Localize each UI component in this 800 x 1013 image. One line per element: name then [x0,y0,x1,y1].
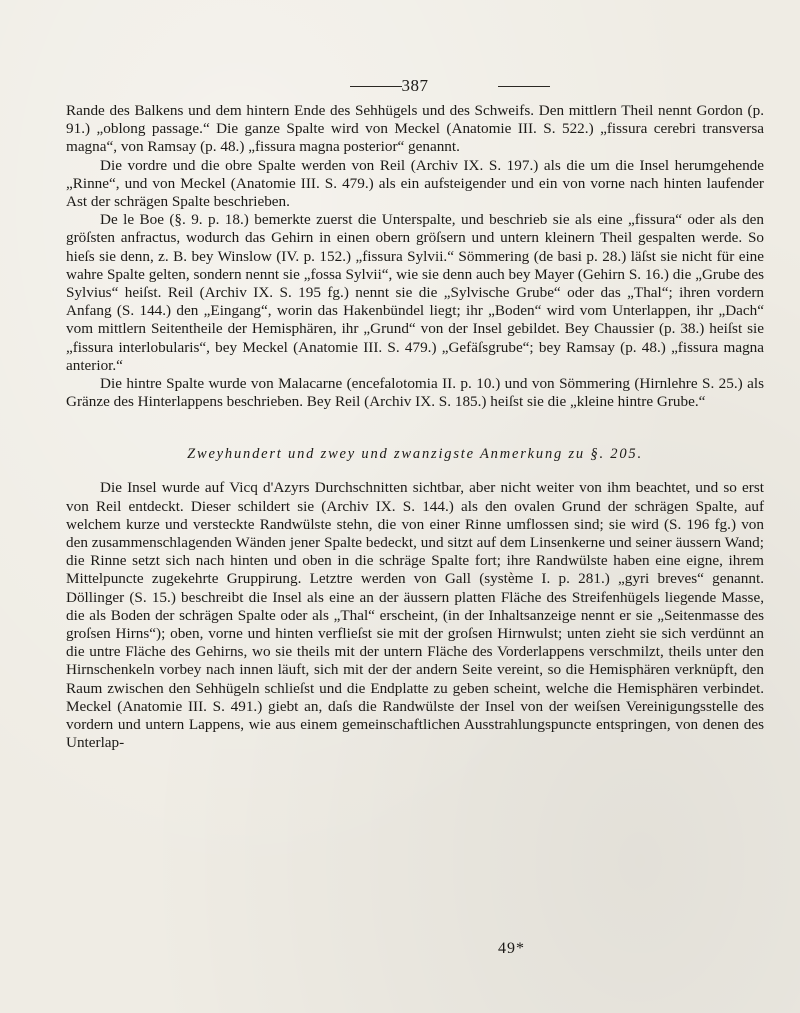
paragraph: Die vordre und die obre Spalte werden von Reil (Archiv IX. S. 197.) als die um die Insel herumgehende „Rinne“, und von Meckel (Anatomie III. S. 479.) als ein aufsteigender und ein von vorne nach hinten laufender Ast der schrägen Spalte beschrieben. [66,156,764,211]
header-rule-left [350,86,402,87]
paragraph: De le Boe (§. 9. p. 18.) bemerkte zuerst die Unterspalte, und beschrieb sie als eine „fissura“ oder als den gröſsten anfractus, wodurch das Gehirn in einen obern gröſsern und untern kleinern Theil gespalten werde. So hieſs sie denn, z. B. bey Winslow (IV. p. 152.) „fissura Sylvii.“ Sömmering (de basi p. 28.) läſst sie nicht für eine wahre Spalte gelten, sondern nennt sie „fossa Sylvii“, wie sie denn auch bey Mayer (Gehirn S. 16.) die „Grube des Sylvius“ heiſst. Reil (Archiv IX. S. 195 fg.) nennt sie die „Sylvische Grube“ oder das „Thal“; ihren vordern Anfang (S. 144.) den „Eingang“, worin das Hakenbündel liegt; ihr „Boden“ wird vom Unterlappen, ihr „Dach“ vom mittlern Seitentheile der Hemisphären, ihr „Grund“ von der Insel gebildet. Bey Chaussier (p. 38.) heiſst sie „fissura interlobularis“, bey Meckel (Anatomie III. S. 479.) „Gefäſsgrube“; bey Ramsay (p. 48.) „fissura magna anterior.“ [66,211,764,374]
section-two [66,479,764,752]
page-header [66,72,764,102]
paragraph: Die hintre Spalte wurde von Malacarne (encefalotomia II. p. 10.) und von Sömmering (Hirnlehre S. 25.) als Gränze des Hinterlappens beschrieben. Bey Reil (Archiv IX. S. 185.) heiſst sie die „kleine hintre Grube.“ [66,375,764,411]
paragraph: Rande des Balkens und dem hintern Ende des Sehhügels und des Schweifs. Den mittlern Theil nennt Gordon (p. 91.) „oblong passage.“ Die ganze Spalte wird von Meckel (Anatomie III. S. 522.) „fissura cerebri transversa magna“, von Ramsay (p. 48.) „fissura magna posterior“ genannt. [66,102,764,156]
section-one [66,102,764,411]
paragraph: Die Insel wurde auf Vicq d'Azyrs Durchschnitten sichtbar, aber nicht weiter von ihm beachtet, und so erst von Reil entdeckt. Dieser schildert sie (Archiv IX. S. 144.) als den ovalen Grund der schrägen Spalte, auf welchem kurze und versteckte Randwülste stehn, die von einer Rinne umflossen sind; sie wird (S. 196 fg.) von den zusammenschlagenden Wänden jener Spalte bedeckt, und sitzt auf dem Linsenkerne und seiner äussern Wand; die Rinne setzt sich nach hinten und oben in die schräge Spalte fort; ihre Randwülste haben eine eigne, ihrem Mittelpuncte zugekehrte Gruppirung. Letztre werden von Gall (système I. p. 281.) „gyri breves“ genannt. Döllinger (S. 15.) beschreibt die Insel als eine an der äussern platten Fläche des Streifenhügels liegende Masse, die als Boden der schrägen Spalte oder als „Thal“ erscheint, (in der Inhaltsanzeige nennt er sie „Seitenmasse des groſsen Hirns“); oben, vorne und hinten verflieſst sie mit der groſsen Hirnwulst; unten zieht sie sich verdünnt an die untre Fläche des Gehirns, wo sie theils mit der untern Fläche des Vorderlappens verschmilzt, theils unter den Hirnschenkeln vorbey nach innen läuft, sich mit der der andern Seite vereint, so die Hemisphären verknüpft, den Raum zwischen den Sehhügeln schlieſst und die Endplatte zu geben scheint, welche die Hemisphären verbindet. Meckel (Anatomie III. S. 491.) giebt an, daſs die Randwülste der Insel von der weiſsen Vereinigungsstelle des vordern und untern Lappens, wie aus einem gemeinschaftlichen Ausstrahlungspuncte entspringen, von denen des Unterlap- [66,479,764,752]
section-heading: Zweyhundert und zwey und zwanzigste Anmerkung zu §. 205. [187,446,643,463]
header-rule-right [498,86,550,87]
signature-mark: 49* [498,940,525,957]
page-number: 387 [401,76,429,95]
